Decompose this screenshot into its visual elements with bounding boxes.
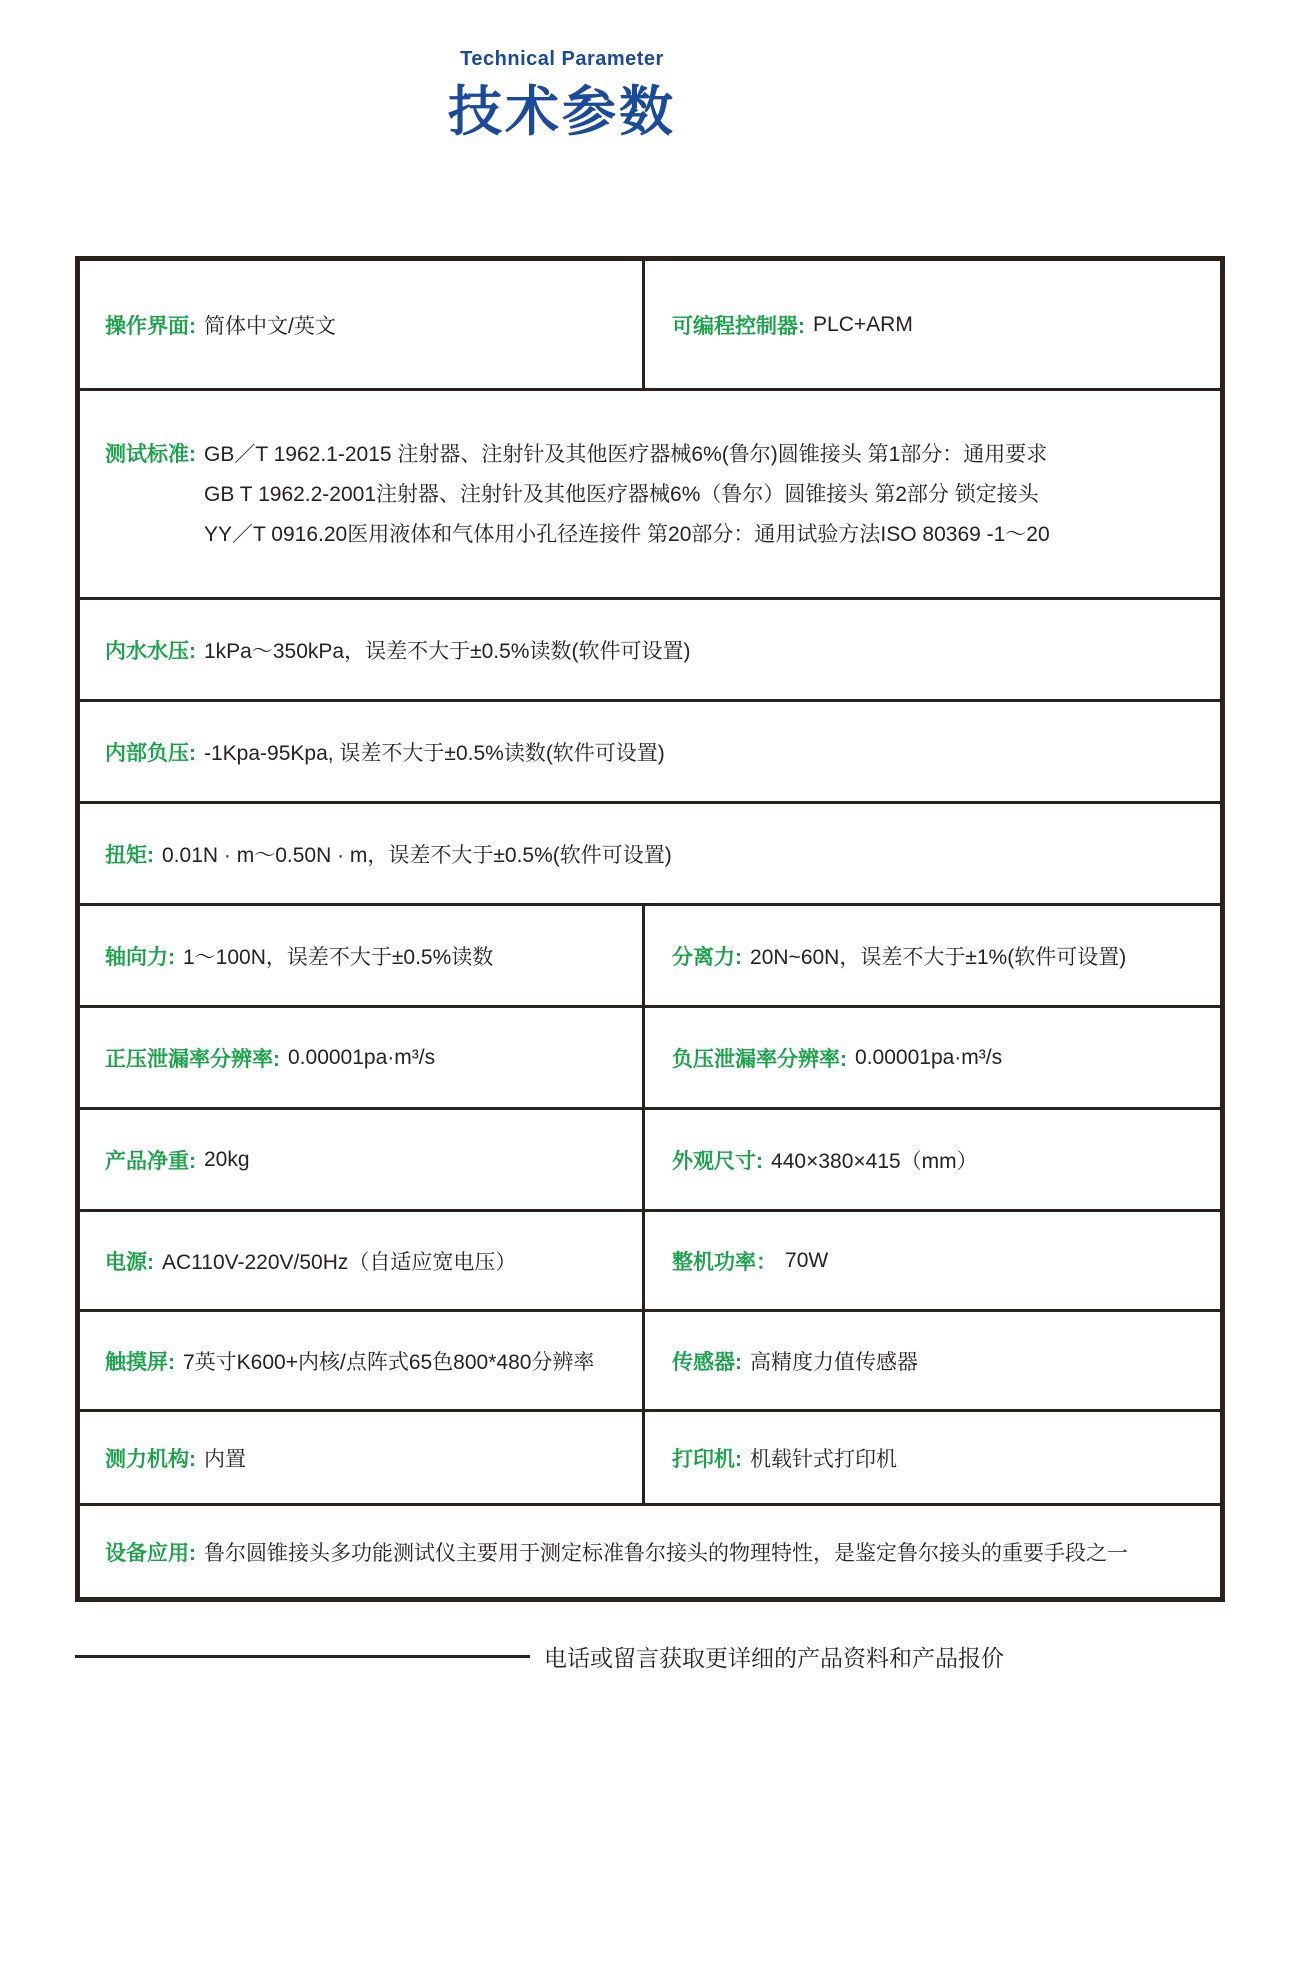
spec-label: 操作界面: — [105, 314, 196, 338]
spec-value: 简体中文/英文 — [204, 314, 336, 338]
row-touchscreen-sensor — [80, 1309, 1220, 1409]
cell-negative-pressure — [80, 702, 1220, 801]
row-torque — [80, 801, 1220, 903]
spec-label: 轴向力: — [105, 945, 175, 969]
cell-power-supply — [80, 1212, 642, 1309]
cell-touchscreen — [80, 1312, 642, 1409]
page-title: 技术参数 — [448, 82, 676, 142]
divider-line — [75, 1655, 530, 1658]
cell-sensor — [642, 1312, 1220, 1409]
spec-value: 0.00001pa·m³/s — [855, 1045, 1003, 1069]
spec-label: 扭矩: — [105, 843, 154, 867]
cell-test-standards — [80, 391, 1220, 597]
spec-label: 内部负压: — [105, 741, 196, 765]
page-header — [0, 0, 1212, 146]
row-leak-resolution — [80, 1005, 1220, 1107]
spec-value: -1Kpa-95Kpa, 误差不大于±0.5%读数(软件可设置) — [204, 741, 665, 765]
cell-negative-leak-resolution — [642, 1008, 1220, 1107]
spec-value: 机载针式打印机 — [750, 1447, 898, 1471]
spec-label: 正压泄漏率分辨率: — [105, 1047, 280, 1071]
spec-label: 外观尺寸: — [672, 1149, 764, 1173]
cell-torque — [80, 804, 1220, 903]
spec-value: 1～100N，误差不大于±0.5%读数 — [183, 945, 494, 969]
spec-label: 触摸屏: — [105, 1350, 175, 1374]
cell-dimensions — [642, 1110, 1220, 1209]
spec-label: 产品净重: — [105, 1149, 196, 1173]
spec-label: 可编程控制器: — [672, 314, 806, 338]
spec-value: AC110V-220V/50Hz（自适应宽电压） — [162, 1250, 517, 1274]
spec-label: 设备应用: — [105, 1541, 196, 1565]
spec-value: PLC+ARM — [813, 312, 913, 336]
row-axial-separation-force — [80, 903, 1220, 1005]
standard-line: YY／T 0916.20医用液体和气体用小孔径连接件 第20部分：通用试验方法ISO 80369 -1～20 — [204, 523, 1050, 546]
row-weight-dimensions — [80, 1107, 1220, 1209]
spec-value: 70W — [785, 1248, 829, 1272]
row-application — [80, 1503, 1220, 1597]
row-negative-pressure — [80, 699, 1220, 801]
spec-value: 440×380×415（mm） — [771, 1149, 978, 1173]
cell-axial-force — [80, 906, 642, 1005]
cell-force-mechanism — [80, 1412, 642, 1503]
cell-plc-controller — [642, 261, 1220, 388]
spec-label: 负压泄漏率分辨率: — [672, 1047, 848, 1071]
header-subtitle: Technical Parameter — [460, 48, 664, 70]
footer — [75, 1640, 1225, 1673]
spec-label: 分离力: — [672, 945, 743, 969]
cell-net-weight — [80, 1110, 642, 1209]
cell-separation-force — [642, 906, 1220, 1005]
standard-line: GB T 1962.2-2001注射器、注射针及其他医疗器械6%（鲁尔）圆锥接头 第2部分 锁定接头 — [204, 483, 1039, 506]
spec-value: 高精度力值传感器 — [750, 1350, 919, 1374]
spec-value: 20N~60N，误差不大于±1%(软件可设置) — [750, 945, 1127, 969]
spec-label: 打印机: — [672, 1447, 743, 1471]
row-water-pressure — [80, 597, 1220, 699]
standard-line: GB／T 1962.1-2015 注射器、注射针及其他医疗器械6%(鲁尔)圆锥接头 第1部分：通用要求 — [204, 443, 1048, 466]
cell-application — [80, 1506, 1220, 1597]
spec-value: 20kg — [204, 1147, 250, 1171]
spec-label: 内水水压: — [105, 639, 196, 663]
row-force-mechanism-printer — [80, 1409, 1220, 1503]
cell-water-pressure — [80, 600, 1220, 699]
cell-total-power — [642, 1212, 1220, 1309]
standards-lines — [204, 435, 1050, 555]
spec-label: 整机功率： — [672, 1250, 778, 1274]
row-test-standards — [80, 388, 1220, 597]
spec-label: 传感器: — [672, 1350, 743, 1374]
cell-positive-leak-resolution — [80, 1008, 642, 1107]
spec-value: 内置 — [204, 1447, 246, 1471]
spec-label: 测力机构: — [105, 1447, 196, 1471]
spec-label: 测试标准: — [105, 443, 196, 466]
row-ui-language-plc — [80, 261, 1220, 388]
spec-value: 0.01N · m～0.50N · m，误差不大于±0.5%(软件可设置) — [162, 843, 672, 867]
spec-value: 鲁尔圆锥接头多功能测试仪主要用于测定标准鲁尔接头的物理特性，是鉴定鲁尔接头的重要手段之一 — [204, 1541, 1128, 1565]
spec-value: 1kPa～350kPa，误差不大于±0.5%读数(软件可设置) — [204, 639, 691, 663]
footer-note: 电话或留言获取更详细的产品资料和产品报价 — [544, 1645, 1004, 1671]
spec-value: 7英寸K600+内核/点阵式65色800*480分辨率 — [183, 1350, 595, 1374]
spec-value: 0.00001pa·m³/s — [288, 1045, 436, 1069]
spec-label: 电源: — [105, 1250, 154, 1274]
spec-table — [75, 256, 1225, 1602]
cell-printer — [642, 1412, 1220, 1503]
row-power-supply — [80, 1209, 1220, 1309]
cell-operation-interface — [80, 261, 642, 388]
